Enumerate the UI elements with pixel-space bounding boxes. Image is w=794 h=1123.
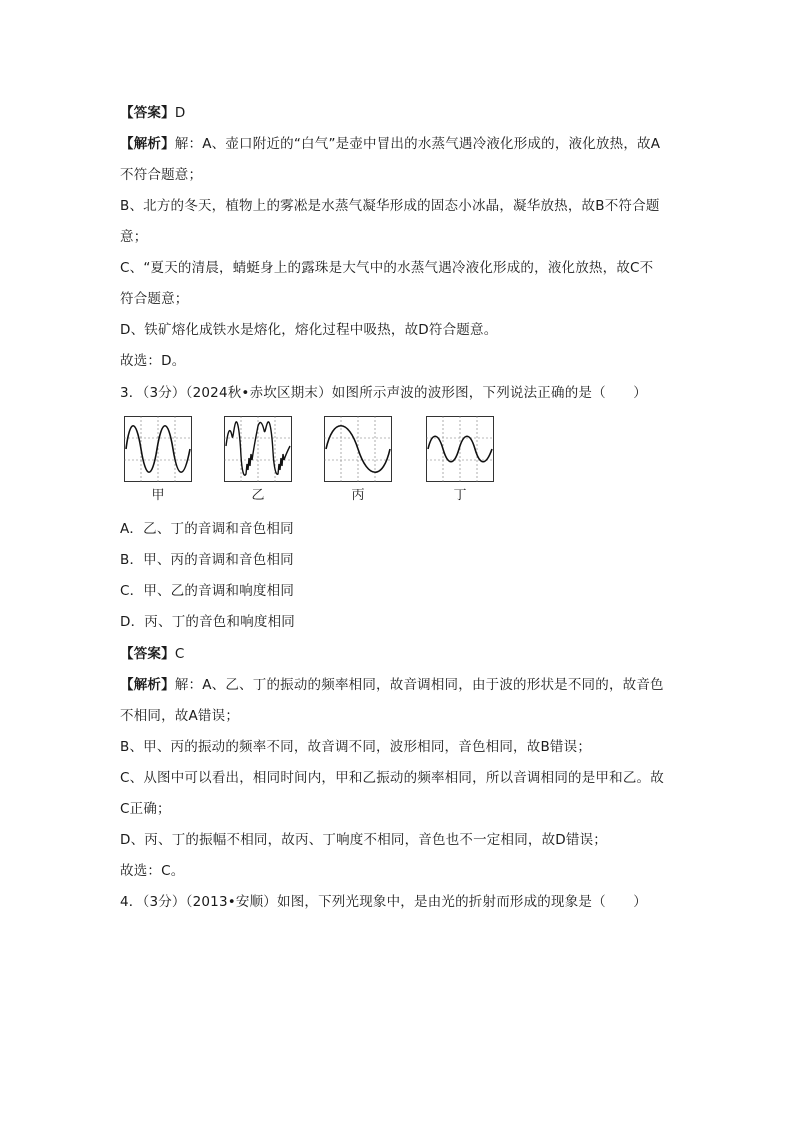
waveform-label-jia: 甲 [151, 488, 165, 503]
q3-answer-line [120, 645, 680, 663]
q3-option-a: A．乙、丁的音调和音色相同 [120, 521, 294, 537]
waveform-label-bing: 丙 [351, 488, 365, 503]
q3-analysis-text-1: 解：A、乙、丁的振动的频率相同，故音调相同，由于波的形状是不同的，故音色 [174, 677, 664, 693]
q2-analysis-line-7: D、铁矿熔化成铁水是熔化，熔化过程中吸热，故D符合题意。 [120, 322, 498, 338]
q2-analysis-text-1: 解：A、壶口附近的“白气”是壶中冒出的水蒸气遇冷液化形成的，液化放热，故A [174, 136, 661, 152]
q3-option-d: D．丙、丁的音色和响度相同 [120, 614, 295, 630]
q2-analysis-line-1 [120, 135, 680, 153]
q2-analysis-tag: 【解析】 [120, 136, 175, 152]
q3-analysis-line-3: B、甲、丙的振动的频率不同，故音调不同，波形相同，音色相同，故B错误； [120, 739, 592, 755]
q2-analysis-line-5: C、“夏天的清晨，蜻蜓身上的露珠是大气中的水蒸气遇冷液化形成的，液化放热，故C不 [120, 260, 654, 276]
q3-option-c: C．甲、乙的音调和响度相同 [120, 583, 295, 599]
q3-analysis-line-7: 故选：C。 [120, 863, 185, 879]
q3-analysis-line-5: C正确； [120, 801, 171, 817]
q2-answer-value: D [174, 105, 186, 121]
waveform-yi [224, 416, 292, 482]
q3-option-b: B．甲、丙的音调和音色相同 [120, 552, 294, 568]
q4-stem: 4．（3分）（2013•安顺）如图，下列光现象中，是由光的折射而形成的现象是（ ） [120, 894, 647, 910]
q3-analysis-line-2: 不相同，故A错误； [120, 708, 240, 724]
q2-analysis-line-8: 故选：D。 [120, 353, 186, 369]
q2-answer-tag: 【答案】 [120, 105, 175, 121]
q2-analysis-line-4: 意； [120, 229, 148, 245]
q3-stem: 3．（3分）（2024秋•赤坎区期末）如图所示声波的波形图，下列说法正确的是（ ） [120, 385, 647, 401]
q3-analysis-tag: 【解析】 [120, 677, 175, 693]
q3-answer-tag: 【答案】 [120, 646, 175, 662]
q3-analysis-line-6: D、丙、丁的振幅不相同，故丙、丁响度不相同，音色也不一定相同，故D错误； [120, 832, 607, 848]
waveform-figure [120, 416, 500, 506]
waveform-label-yi: 乙 [251, 488, 265, 503]
q3-analysis-line-4: C、从图中可以看出，相同时间内，甲和乙振动的频率相同，所以音调相同的是甲和乙。故 [120, 770, 664, 786]
q3-answer-value: C [174, 646, 185, 662]
waveform-jia [124, 416, 192, 482]
q3-analysis-line-1 [120, 676, 680, 694]
q2-answer-line [120, 104, 680, 122]
q2-analysis-line-2: 不符合题意； [120, 167, 203, 183]
q2-analysis-line-3: B、北方的冬天，植物上的雾凇是水蒸气凝华形成的固态小冰晶，凝华放热，故B不符合题 [120, 198, 660, 214]
waveform-bing [324, 416, 392, 482]
waveform-ding [426, 416, 494, 482]
waveform-label-ding: 丁 [453, 488, 467, 503]
q2-analysis-line-6: 符合题意； [120, 291, 189, 307]
